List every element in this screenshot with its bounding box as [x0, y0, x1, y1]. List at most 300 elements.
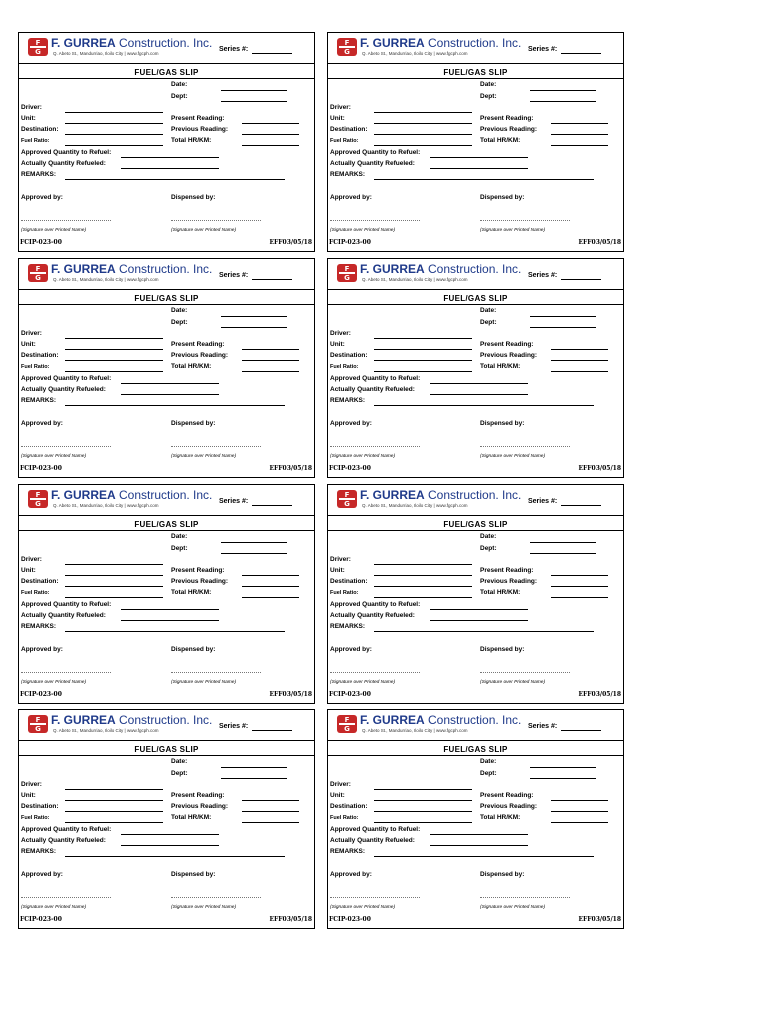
dispensed-by-label: Dispensed by:	[171, 646, 216, 653]
total-hr-km-label: Total HR/KM:	[171, 589, 212, 596]
driver-field[interactable]	[65, 564, 163, 565]
company-address: Q. Abeto St., Mandurriao, Iloilo City | www.fgcph.com	[53, 277, 159, 282]
dispensed-by-signature-caption: (Signature over Printed Name)	[480, 228, 546, 233]
total-hr-km-label: Total HR/KM:	[480, 363, 521, 370]
destination-field[interactable]	[65, 586, 163, 587]
present-reading-field[interactable]	[242, 575, 299, 576]
date-field[interactable]	[221, 542, 287, 543]
svg-text:G: G	[344, 274, 350, 282]
unit-field[interactable]	[374, 800, 472, 801]
fuel-ratio-label: Fuel Ratio:	[21, 815, 50, 821]
present-reading-label: Present Reading:	[480, 567, 534, 574]
effectivity-date: EFF03/05/18	[578, 691, 621, 698]
svg-text:F: F	[344, 491, 350, 499]
divider	[19, 530, 314, 531]
company-address: Q. Abeto St., Mandurriao, Iloilo City | www.fgcph.com	[362, 51, 468, 56]
fuel-ratio-label: Fuel Ratio:	[330, 364, 359, 370]
series-field[interactable]	[252, 53, 292, 54]
previous-reading-field[interactable]	[551, 134, 608, 135]
present-reading-label: Present Reading:	[480, 792, 534, 799]
company-name-bold: F. GURREA	[51, 36, 116, 50]
present-reading-field[interactable]	[551, 575, 608, 576]
approved-by-signature-caption: (Signature over Printed Name)	[21, 680, 87, 685]
fuel-gas-slip	[18, 258, 315, 478]
destination-label: Destination:	[330, 126, 368, 133]
present-reading-field[interactable]	[242, 800, 299, 801]
actual-quantity-label: Actually Quantity Refueled:	[21, 160, 106, 167]
date-label: Date:	[480, 758, 497, 765]
company-address: Q. Abeto St., Mandurriao, Iloilo City | www.fgcph.com	[362, 503, 468, 508]
company-name	[51, 263, 212, 276]
previous-reading-label: Previous Reading:	[480, 578, 538, 585]
fuel-gas-slip	[18, 709, 315, 929]
total-hr-km-label: Total HR/KM:	[171, 137, 212, 144]
slip-header	[19, 710, 314, 741]
driver-label: Driver:	[330, 556, 351, 563]
fuel-ratio-field[interactable]	[374, 145, 472, 146]
fuel-ratio-field[interactable]	[65, 145, 163, 146]
approved-quantity-label: Approved Quantity to Refuel:	[330, 149, 421, 156]
fuel-ratio-field[interactable]	[374, 371, 472, 372]
dept-label: Dept:	[171, 93, 188, 100]
date-label: Date:	[480, 307, 497, 314]
approved-by-signature-line[interactable]	[330, 220, 420, 221]
remarks-field[interactable]	[374, 179, 594, 180]
driver-field[interactable]	[374, 112, 472, 113]
actual-quantity-field[interactable]	[430, 845, 528, 846]
company-logo-icon	[336, 263, 358, 283]
approved-quantity-field[interactable]	[121, 609, 219, 610]
total-hr-km-field[interactable]	[551, 145, 608, 146]
company-logo-icon	[336, 37, 358, 57]
fuel-ratio-field[interactable]	[65, 597, 163, 598]
destination-label: Destination:	[21, 803, 59, 810]
svg-text:G: G	[35, 500, 41, 508]
effectivity-date: EFF03/05/18	[269, 916, 312, 923]
fuel-ratio-field[interactable]	[65, 822, 163, 823]
destination-field[interactable]	[374, 586, 472, 587]
total-hr-km-label: Total HR/KM:	[480, 137, 521, 144]
company-name	[360, 489, 521, 502]
unit-label: Unit:	[330, 115, 345, 122]
actual-quantity-label: Actually Quantity Refueled:	[330, 612, 415, 619]
approved-by-label: Approved by:	[21, 420, 63, 427]
dept-field[interactable]	[530, 778, 596, 779]
company-name	[360, 263, 521, 276]
dept-field[interactable]	[221, 553, 287, 554]
driver-field[interactable]	[65, 338, 163, 339]
total-hr-km-field[interactable]	[242, 822, 299, 823]
fuel-ratio-field[interactable]	[65, 371, 163, 372]
effectivity-date: EFF03/05/18	[269, 691, 312, 698]
total-hr-km-field[interactable]	[551, 371, 608, 372]
dispensed-by-signature-line[interactable]	[171, 897, 261, 898]
driver-label: Driver:	[21, 556, 42, 563]
unit-label: Unit:	[21, 115, 36, 122]
approved-quantity-field[interactable]	[121, 383, 219, 384]
driver-field[interactable]	[65, 112, 163, 113]
dispensed-by-label: Dispensed by:	[480, 871, 525, 878]
approved-quantity-field[interactable]	[430, 834, 528, 835]
slip-title: FUEL/GAS SLIP	[443, 520, 508, 529]
company-logo-icon	[27, 37, 49, 57]
company-logo-icon	[336, 714, 358, 734]
actual-quantity-label: Actually Quantity Refueled:	[21, 386, 106, 393]
dept-field[interactable]	[221, 327, 287, 328]
dept-field[interactable]	[221, 778, 287, 779]
dept-field[interactable]	[221, 101, 287, 102]
approved-quantity-field[interactable]	[430, 609, 528, 610]
driver-label: Driver:	[330, 781, 351, 788]
fuel-gas-slip	[18, 32, 315, 252]
fuel-ratio-label: Fuel Ratio:	[330, 590, 359, 596]
slip-header	[328, 485, 623, 516]
dept-field[interactable]	[530, 327, 596, 328]
driver-field[interactable]	[374, 338, 472, 339]
approved-quantity-field[interactable]	[121, 157, 219, 158]
company-logo-icon	[27, 263, 49, 283]
remarks-label: REMARKS:	[330, 848, 366, 855]
approved-quantity-label: Approved Quantity to Refuel:	[21, 375, 112, 382]
approved-by-signature-line[interactable]	[21, 220, 111, 221]
divider	[328, 755, 623, 756]
previous-reading-field[interactable]	[242, 811, 299, 812]
approved-by-signature-line[interactable]	[330, 897, 420, 898]
approved-by-signature-caption: (Signature over Printed Name)	[330, 228, 396, 233]
approved-by-label: Approved by:	[330, 194, 372, 201]
total-hr-km-label: Total HR/KM:	[171, 363, 212, 370]
fuel-gas-slip	[327, 32, 624, 252]
unit-field[interactable]	[374, 349, 472, 350]
effectivity-date: EFF03/05/18	[578, 465, 621, 472]
approved-by-signature-line[interactable]	[330, 446, 420, 447]
series-field[interactable]	[561, 279, 601, 280]
actual-quantity-label: Actually Quantity Refueled:	[21, 837, 106, 844]
approved-by-signature-caption: (Signature over Printed Name)	[330, 905, 396, 910]
slip-title: FUEL/GAS SLIP	[443, 294, 508, 303]
total-hr-km-field[interactable]	[551, 597, 608, 598]
unit-label: Unit:	[21, 792, 36, 799]
actual-quantity-field[interactable]	[430, 620, 528, 621]
previous-reading-label: Previous Reading:	[171, 578, 229, 585]
divider	[328, 530, 623, 531]
svg-text:G: G	[344, 725, 350, 733]
company-name-rest: Construction. Inc.	[115, 488, 213, 502]
destination-field[interactable]	[65, 360, 163, 361]
remarks-field[interactable]	[65, 405, 285, 406]
dept-field[interactable]	[530, 101, 596, 102]
dispensed-by-signature-line[interactable]	[171, 220, 261, 221]
present-reading-field[interactable]	[551, 800, 608, 801]
dept-label: Dept:	[171, 319, 188, 326]
dept-label: Dept:	[171, 770, 188, 777]
series-label: Series #:	[219, 272, 249, 279]
company-name-bold: F. GURREA	[360, 488, 425, 502]
slip-title: FUEL/GAS SLIP	[443, 68, 508, 77]
dispensed-by-signature-caption: (Signature over Printed Name)	[480, 680, 546, 685]
dispensed-by-signature-line[interactable]	[480, 897, 570, 898]
remarks-field[interactable]	[374, 631, 594, 632]
fuel-gas-slip	[327, 709, 624, 929]
remarks-field[interactable]	[374, 856, 594, 857]
unit-label: Unit:	[21, 567, 36, 574]
unit-field[interactable]	[65, 123, 163, 124]
series-field[interactable]	[252, 505, 292, 506]
destination-field[interactable]	[65, 811, 163, 812]
company-name	[360, 37, 521, 50]
divider	[19, 755, 314, 756]
destination-label: Destination:	[330, 578, 368, 585]
series-field[interactable]	[561, 53, 601, 54]
svg-text:F: F	[35, 491, 41, 499]
date-label: Date:	[171, 533, 188, 540]
remarks-field[interactable]	[65, 179, 285, 180]
unit-field[interactable]	[374, 123, 472, 124]
fuel-gas-slip	[327, 258, 624, 478]
destination-field[interactable]	[374, 134, 472, 135]
approved-by-label: Approved by:	[330, 871, 372, 878]
present-reading-label: Present Reading:	[171, 341, 225, 348]
dept-label: Dept:	[480, 770, 497, 777]
approved-by-signature-line[interactable]	[21, 897, 111, 898]
remarks-label: REMARKS:	[21, 171, 57, 178]
form-code: FCIP-023-00	[20, 691, 62, 698]
actual-quantity-field[interactable]	[430, 394, 528, 395]
approved-by-signature-line[interactable]	[21, 672, 111, 673]
approved-by-signature-caption: (Signature over Printed Name)	[21, 454, 87, 459]
company-name	[51, 489, 212, 502]
driver-label: Driver:	[21, 104, 42, 111]
approved-by-label: Approved by:	[330, 420, 372, 427]
company-logo-icon	[27, 489, 49, 509]
approved-quantity-field[interactable]	[430, 157, 528, 158]
dispensed-by-signature-line[interactable]	[480, 446, 570, 447]
actual-quantity-field[interactable]	[430, 168, 528, 169]
dispensed-by-label: Dispensed by:	[480, 420, 525, 427]
previous-reading-label: Previous Reading:	[480, 803, 538, 810]
driver-label: Driver:	[330, 104, 351, 111]
destination-field[interactable]	[374, 360, 472, 361]
date-field[interactable]	[530, 767, 596, 768]
company-name-bold: F. GURREA	[51, 262, 116, 276]
approved-quantity-label: Approved Quantity to Refuel:	[330, 375, 421, 382]
present-reading-field[interactable]	[551, 123, 608, 124]
unit-label: Unit:	[21, 341, 36, 348]
date-field[interactable]	[530, 90, 596, 91]
approved-quantity-field[interactable]	[430, 383, 528, 384]
series-field[interactable]	[561, 505, 601, 506]
previous-reading-field[interactable]	[551, 586, 608, 587]
total-hr-km-field[interactable]	[242, 145, 299, 146]
present-reading-label: Present Reading:	[171, 792, 225, 799]
dept-field[interactable]	[530, 553, 596, 554]
total-hr-km-field[interactable]	[242, 371, 299, 372]
svg-text:F: F	[35, 265, 41, 273]
form-code: FCIP-023-00	[20, 465, 62, 472]
company-name-bold: F. GURREA	[51, 713, 116, 727]
fuel-ratio-label: Fuel Ratio:	[21, 138, 50, 144]
dispensed-by-signature-line[interactable]	[171, 446, 261, 447]
approved-by-label: Approved by:	[330, 646, 372, 653]
present-reading-label: Present Reading:	[171, 567, 225, 574]
slip-header	[328, 259, 623, 290]
actual-quantity-label: Actually Quantity Refueled:	[330, 386, 415, 393]
company-name-rest: Construction. Inc.	[115, 713, 213, 727]
driver-label: Driver:	[21, 781, 42, 788]
divider	[328, 78, 623, 79]
fuel-ratio-label: Fuel Ratio:	[21, 364, 50, 370]
series-field[interactable]	[561, 730, 601, 731]
approved-by-signature-line[interactable]	[21, 446, 111, 447]
destination-label: Destination:	[330, 803, 368, 810]
approved-quantity-label: Approved Quantity to Refuel:	[21, 601, 112, 608]
form-code: FCIP-023-00	[329, 465, 371, 472]
svg-text:G: G	[344, 48, 350, 56]
previous-reading-field[interactable]	[242, 586, 299, 587]
unit-label: Unit:	[330, 341, 345, 348]
dispensed-by-signature-caption: (Signature over Printed Name)	[480, 454, 546, 459]
approved-by-signature-caption: (Signature over Printed Name)	[21, 228, 87, 233]
remarks-label: REMARKS:	[330, 397, 366, 404]
remarks-field[interactable]	[65, 856, 285, 857]
date-field[interactable]	[530, 542, 596, 543]
svg-text:F: F	[35, 716, 41, 724]
unit-field[interactable]	[65, 349, 163, 350]
present-reading-field[interactable]	[551, 349, 608, 350]
destination-label: Destination:	[21, 578, 59, 585]
approved-by-signature-caption: (Signature over Printed Name)	[330, 680, 396, 685]
company-name-rest: Construction. Inc.	[115, 262, 213, 276]
driver-field[interactable]	[65, 789, 163, 790]
actual-quantity-field[interactable]	[121, 845, 219, 846]
svg-text:G: G	[35, 274, 41, 282]
approved-quantity-label: Approved Quantity to Refuel:	[330, 826, 421, 833]
driver-label: Driver:	[21, 330, 42, 337]
date-field[interactable]	[530, 316, 596, 317]
unit-field[interactable]	[65, 575, 163, 576]
dispensed-by-signature-line[interactable]	[171, 672, 261, 673]
series-label: Series #:	[219, 46, 249, 53]
destination-field[interactable]	[65, 134, 163, 135]
date-label: Date:	[171, 81, 188, 88]
remarks-label: REMARKS:	[21, 848, 57, 855]
effectivity-date: EFF03/05/18	[578, 239, 621, 246]
previous-reading-label: Previous Reading:	[480, 352, 538, 359]
company-address: Q. Abeto St., Mandurriao, Iloilo City | www.fgcph.com	[362, 728, 468, 733]
total-hr-km-label: Total HR/KM:	[480, 814, 521, 821]
slip-header	[19, 33, 314, 64]
fuel-ratio-label: Fuel Ratio:	[330, 815, 359, 821]
fuel-gas-slip	[327, 484, 624, 704]
dispensed-by-label: Dispensed by:	[171, 871, 216, 878]
actual-quantity-label: Actually Quantity Refueled:	[330, 837, 415, 844]
divider	[328, 304, 623, 305]
fuel-ratio-field[interactable]	[374, 822, 472, 823]
date-field[interactable]	[221, 90, 287, 91]
company-logo-icon	[336, 489, 358, 509]
present-reading-field[interactable]	[242, 123, 299, 124]
previous-reading-field[interactable]	[242, 360, 299, 361]
total-hr-km-field[interactable]	[242, 597, 299, 598]
approved-by-signature-caption: (Signature over Printed Name)	[330, 454, 396, 459]
unit-label: Unit:	[330, 792, 345, 799]
series-label: Series #:	[528, 46, 558, 53]
dept-label: Dept:	[171, 545, 188, 552]
date-label: Date:	[171, 758, 188, 765]
svg-text:F: F	[344, 716, 350, 724]
fuel-ratio-field[interactable]	[374, 597, 472, 598]
dispensed-by-label: Dispensed by:	[171, 420, 216, 427]
series-field[interactable]	[252, 279, 292, 280]
dispensed-by-signature-caption: (Signature over Printed Name)	[171, 905, 237, 910]
previous-reading-field[interactable]	[242, 134, 299, 135]
driver-field[interactable]	[374, 789, 472, 790]
actual-quantity-field[interactable]	[121, 394, 219, 395]
actual-quantity-field[interactable]	[121, 168, 219, 169]
date-label: Date:	[480, 81, 497, 88]
approved-quantity-field[interactable]	[121, 834, 219, 835]
company-address: Q. Abeto St., Mandurriao, Iloilo City | www.fgcph.com	[53, 51, 159, 56]
destination-label: Destination:	[21, 126, 59, 133]
form-code: FCIP-023-00	[20, 916, 62, 923]
total-hr-km-label: Total HR/KM:	[171, 814, 212, 821]
previous-reading-label: Previous Reading:	[480, 126, 538, 133]
total-hr-km-field[interactable]	[551, 822, 608, 823]
destination-label: Destination:	[330, 352, 368, 359]
divider	[19, 78, 314, 79]
company-name-rest: Construction. Inc.	[424, 713, 522, 727]
unit-label: Unit:	[330, 567, 345, 574]
unit-field[interactable]	[65, 800, 163, 801]
series-field[interactable]	[252, 730, 292, 731]
slip-title: FUEL/GAS SLIP	[443, 745, 508, 754]
effectivity-date: EFF03/05/18	[578, 916, 621, 923]
slip-title: FUEL/GAS SLIP	[134, 520, 199, 529]
destination-field[interactable]	[374, 811, 472, 812]
driver-field[interactable]	[374, 564, 472, 565]
approved-by-signature-line[interactable]	[330, 672, 420, 673]
remarks-field[interactable]	[65, 631, 285, 632]
form-code: FCIP-023-00	[329, 239, 371, 246]
previous-reading-field[interactable]	[551, 811, 608, 812]
slip-header	[19, 485, 314, 516]
company-name-bold: F. GURREA	[360, 262, 425, 276]
dispensed-by-signature-line[interactable]	[480, 672, 570, 673]
previous-reading-field[interactable]	[551, 360, 608, 361]
company-name-bold: F. GURREA	[360, 36, 425, 50]
approved-quantity-label: Approved Quantity to Refuel:	[21, 826, 112, 833]
dispensed-by-signature-line[interactable]	[480, 220, 570, 221]
divider	[19, 304, 314, 305]
date-field[interactable]	[221, 316, 287, 317]
company-name-rest: Construction. Inc.	[115, 36, 213, 50]
present-reading-field[interactable]	[242, 349, 299, 350]
series-label: Series #:	[528, 723, 558, 730]
effectivity-date: EFF03/05/18	[269, 465, 312, 472]
remarks-field[interactable]	[374, 405, 594, 406]
date-field[interactable]	[221, 767, 287, 768]
actual-quantity-label: Actually Quantity Refueled:	[330, 160, 415, 167]
dispensed-by-signature-caption: (Signature over Printed Name)	[171, 680, 237, 685]
company-address: Q. Abeto St., Mandurriao, Iloilo City | www.fgcph.com	[53, 503, 159, 508]
unit-field[interactable]	[374, 575, 472, 576]
series-label: Series #:	[219, 723, 249, 730]
company-name	[360, 714, 521, 727]
present-reading-label: Present Reading:	[171, 115, 225, 122]
actual-quantity-field[interactable]	[121, 620, 219, 621]
remarks-label: REMARKS:	[330, 623, 366, 630]
form-code: FCIP-023-00	[329, 916, 371, 923]
